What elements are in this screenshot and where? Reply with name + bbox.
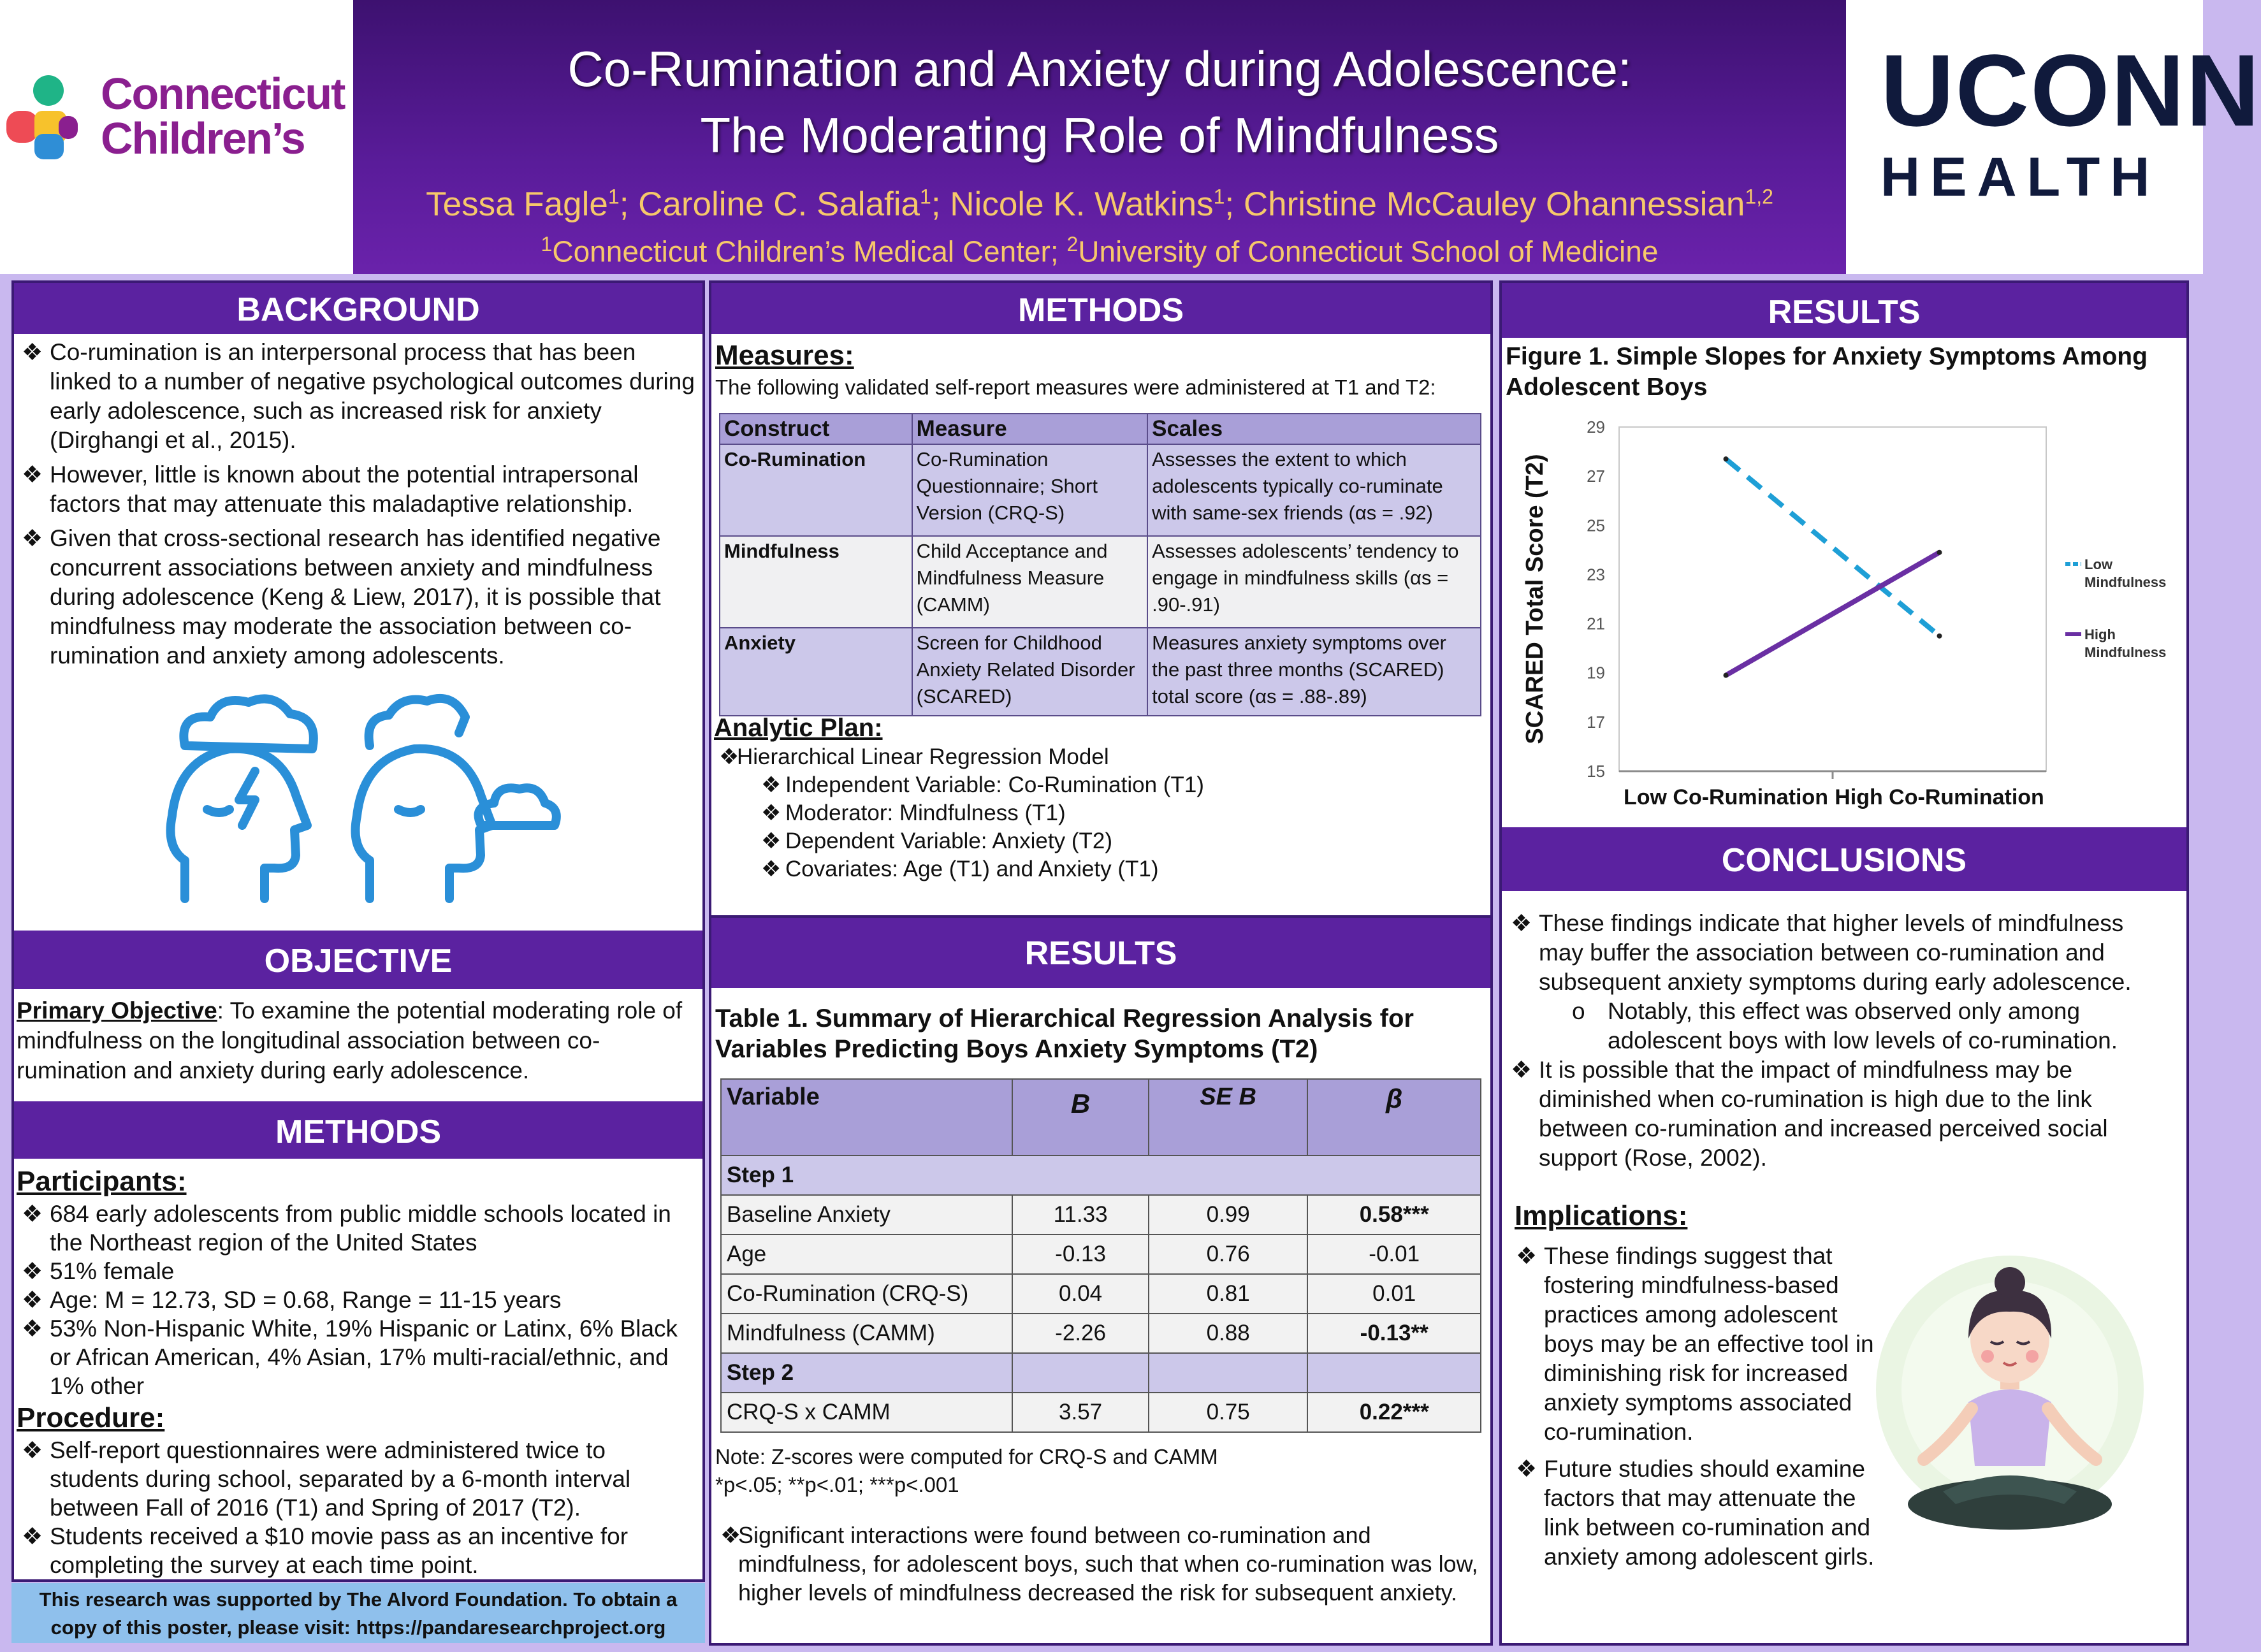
background-bullet: ❖ Co-rumination is an interpersonal process that has been linked to a number of negative psychological outcomes during early adolescence, such as increased risk for anxiety (Dirghangi et al., 2015). [17, 338, 699, 455]
conclusions-content [1506, 909, 2162, 1173]
author-name: Nicole K. Watkins [950, 185, 1214, 223]
row-variable: Mindfulness (CAMM) [721, 1314, 1012, 1353]
results-summary [715, 1521, 1480, 1612]
author-sup: 1,2 [1745, 185, 1773, 208]
col-header-se-b: SE B [1149, 1079, 1308, 1156]
conclusion-sub: o Notably, this effect was observed only among adolescent boys with low levels of co-rumination. [1506, 997, 2162, 1055]
analytic-plan-main: ❖ Hierarchical Linear Regression Model [714, 743, 1485, 771]
table-header-cell: Scales [1147, 414, 1481, 444]
measures-row [720, 536, 1481, 628]
y-tick-label: 21 [1587, 614, 1605, 634]
y-tick-label: 25 [1587, 516, 1605, 535]
anxious-calm-heads-icon [159, 688, 567, 911]
table-cell: Assesses adolescents’ tendency to engage in mindfulness skills (αs = .90-.91) [1147, 536, 1481, 628]
row-b: 0.04 [1012, 1274, 1149, 1314]
title-line1: Co-Rumination and Anxiety during Adolescence: [567, 41, 1632, 97]
step-row [721, 1156, 1481, 1195]
author-name: Christine McCauley Ohannessian [1243, 185, 1745, 223]
measures-row [720, 628, 1481, 716]
author-list: Tessa Fagle$^1$; Caroline C. Salafia$^1$; Nicole K. Watkins$^1$; Christine McCauley Ohannessian$^{1,2}$ [426, 185, 1773, 223]
y-tick-label: 23 [1587, 565, 1605, 584]
author-name: Caroline C. Salafia [638, 185, 920, 223]
legend-label: Low [2084, 556, 2112, 572]
participants-heading: Participants: [17, 1166, 187, 1197]
table-cell: Screen for Childhood Anxiety Related Disorder (SCARED) [912, 628, 1147, 716]
affiliation-sup: 1 [541, 233, 553, 256]
table-cell: Measures anxiety symptoms over the past three months (SCARED) total score (αs = .88-.89) [1147, 628, 1481, 716]
y-tick-label: 27 [1587, 467, 1605, 486]
footer-line1: This research was supported by The Alvord Foundation. To obtain a [39, 1588, 678, 1611]
table-cell: Co-Rumination Questionnaire; Short Version (CRQ-S) [912, 444, 1147, 536]
row-b: 11.33 [1012, 1195, 1149, 1235]
series-point [1724, 456, 1729, 461]
participants-bullet: ❖ Age: M = 12.73, SD = 0.68, Range = 11-15 years [17, 1286, 699, 1314]
implications-heading: Implications: [1515, 1200, 1688, 1231]
implication-bullet: ❖ These findings suggest that fostering mindfulness-based practices among adolescent boys may be an effective tool in diminishing risk for increased anxiety symptoms associated co-rumination. [1511, 1242, 1887, 1447]
legend-label: Mindfulness [2084, 574, 2167, 590]
funding-footer [11, 1583, 705, 1643]
col-header-beta: β [1307, 1079, 1481, 1156]
row-se: 0.76 [1149, 1235, 1308, 1274]
objective-text: : To examine the potential moderating role of mindfulness on the longitudinal association between co-rumination and anxiety during early adolescence. [17, 997, 683, 1083]
table-row [721, 1274, 1481, 1314]
table-row [721, 1393, 1481, 1432]
background-bullet: ❖ Given that cross-sectional research has identified negative concurrent associations between anxiety and mindfulness during adolescence (Keng & Liew, 2017), it is possible that mindfulness may moderate the association between co-rumination and anxiety among adolescents. [17, 524, 699, 670]
regression-notes [715, 1443, 1480, 1499]
footer-line2: copy of this poster, please visit: https://pandaresearchproject.org [50, 1616, 666, 1639]
legend-label: Mindfulness [2084, 644, 2167, 660]
background-bullet: ❖ However, little is known about the potential intrapersonal factors that may attenuate this maladaptive relationship. [17, 460, 699, 519]
row-beta: -0.13** [1307, 1314, 1481, 1353]
conclusions-heading: CONCLUSIONS [1502, 827, 2186, 891]
logo-line1: Connecticut [101, 69, 345, 119]
y-axis-label: SCARED Total Score (T2) [1522, 454, 1548, 744]
objective-label: Primary Objective [17, 997, 217, 1024]
poster-header [353, 0, 1846, 274]
table-row [721, 1235, 1481, 1274]
series-point [1724, 673, 1729, 678]
row-beta: 0.01 [1307, 1274, 1481, 1314]
conclusion-bullet: ❖ These findings indicate that higher levels of mindfulness may buffer the association between co-rumination and subsequent anxiety symptoms during early adolescence. [1506, 909, 2162, 997]
measures-block [715, 338, 1487, 402]
y-tick-label: 15 [1587, 762, 1605, 781]
connecticut-childrens-logo-text [101, 71, 344, 161]
poster-title [353, 0, 1846, 168]
step-row [721, 1353, 1481, 1393]
results-right-heading: RESULTS [1502, 283, 2186, 338]
affiliation-sup: 2 [1066, 233, 1079, 256]
measures-intro: The following validated self-report measures were administered at T1 and T2: [715, 375, 1436, 399]
col-header-variable: Variable [721, 1079, 1012, 1156]
analytic-plan-block [714, 713, 1485, 883]
measures-table-header [720, 414, 1481, 444]
logo-line2: Children’s [101, 113, 305, 163]
author-sup: 1 [607, 185, 620, 208]
simple-slopes-chart [1504, 408, 2186, 816]
uconn-logo-line1: UCONN [1880, 33, 2261, 147]
col-header-b: B [1012, 1079, 1149, 1156]
connecticut-childrens-logo-icon [4, 71, 80, 167]
regression-table-title: Table 1. Summary of Hierarchical Regression Analysis for Variables Predicting Boys Anxiety Symptoms (T2) [715, 1004, 1414, 1063]
y-tick-label: 19 [1587, 663, 1605, 683]
y-tick-label: 29 [1587, 417, 1605, 437]
analytic-plan-sub: ❖ Dependent Variable: Anxiety (T2) [714, 827, 1485, 855]
implications-content [1511, 1242, 1887, 1572]
participants-bullet: ❖ 53% Non-Hispanic White, 19% Hispanic or Latinx, 6% Black or African American, 4% Asian, 17% multi-racial/ethnic, and 1% other [17, 1314, 699, 1400]
plot-area [1619, 427, 2046, 771]
significance-note: *p<.05; **p<.01; ***p<.001 [715, 1473, 959, 1496]
step1-label: Step 1 [721, 1156, 1481, 1195]
table-cell: Anxiety [720, 628, 912, 716]
table-cell: Assesses the extent to which adolescents typically co-ruminate with same-sex friends (αs = .92) [1147, 444, 1481, 536]
x-tick-label: High Co-Rumination [1835, 785, 2044, 809]
row-beta: 0.22*** [1307, 1393, 1481, 1432]
meditating-girl-illustration-icon [1873, 1236, 2147, 1549]
row-se: 0.81 [1149, 1274, 1308, 1314]
row-variable: Baseline Anxiety [721, 1195, 1012, 1235]
figure-title: Figure 1. Simple Slopes for Anxiety Symptoms Among Adolescent Boys [1506, 343, 2148, 401]
table-row [721, 1314, 1481, 1353]
procedure-bullet: ❖ Self-report questionnaires were administered twice to students during school, separated by a 6-month interval between Fall of 2016 (T1) and Spring of 2017 (T2). [17, 1436, 699, 1522]
table-cell: Child Acceptance and Mindfulness Measure (CAMM) [912, 536, 1147, 628]
x-tick-label: Low Co-Rumination [1623, 785, 1829, 809]
methods-mid-heading: METHODS [711, 283, 1490, 334]
results-summary-bullet: ❖ Significant interactions were found between co-rumination and mindfulness, for adolescent boys, such that when co-rumination was low, higher levels of mindfulness decreased the risk for subsequent anxiety. [715, 1521, 1480, 1607]
legend-label: High [2084, 627, 2116, 642]
author-name: Tessa Fagle [426, 185, 608, 223]
row-b: -2.26 [1012, 1314, 1149, 1353]
conclusion-bullet: ❖ It is possible that the impact of mindfulness may be diminished when co-rumination is high due to the link between co-rumination and increased perceived social support (Rose, 2002). [1506, 1055, 2162, 1173]
row-variable: Co-Rumination (CRQ-S) [721, 1274, 1012, 1314]
table-cell: Co-Rumination [720, 444, 912, 536]
title-line2: The Moderating Role of Mindfulness [700, 107, 1499, 163]
table-header-cell: Measure [912, 414, 1147, 444]
implication-bullet: ❖ Future studies should examine factors that may attenuate the link between co-rumination and anxiety among adolescent girls. [1511, 1454, 1887, 1572]
affiliation-name: Connecticut Children’s Medical Center; [552, 235, 1059, 268]
uconn-health-logo [1880, 33, 2261, 209]
author-sup: 1 [920, 185, 931, 208]
measures-table [719, 413, 1481, 716]
analytic-plan-sub: ❖ Moderator: Mindfulness (T1) [714, 799, 1485, 827]
measures-heading: Measures: [715, 340, 854, 371]
row-beta: 0.58*** [1307, 1195, 1481, 1235]
row-b: 3.57 [1012, 1393, 1149, 1432]
participants-bullet: ❖ 684 early adolescents from public middle schools located in the Northeast region of the United States [17, 1199, 699, 1257]
objective-heading: OBJECTIVE [14, 931, 702, 989]
row-b: -0.13 [1012, 1235, 1149, 1274]
series-point [1937, 550, 1942, 555]
objective-text-block [17, 996, 699, 1085]
affiliation-list [353, 233, 1846, 268]
affiliation-name: University of Connecticut School of Medicine [1078, 235, 1659, 268]
step2-label: Step 2 [721, 1353, 1012, 1393]
table-note: Note: Z-scores were computed for CRQ-S and CAMM [715, 1445, 1218, 1468]
row-variable: Age [721, 1235, 1012, 1274]
table-cell: Mindfulness [720, 536, 912, 628]
series-point [1937, 634, 1942, 639]
regression-header-row [721, 1079, 1481, 1156]
author-sup: 1 [1213, 185, 1225, 208]
row-se: 0.88 [1149, 1314, 1308, 1353]
table-row [721, 1195, 1481, 1235]
row-beta: -0.01 [1307, 1235, 1481, 1274]
row-se: 0.75 [1149, 1393, 1308, 1432]
measures-row [720, 444, 1481, 536]
analytic-plan-heading: Analytic Plan: [714, 714, 883, 742]
methods-left-content [17, 1164, 699, 1579]
table-header-cell: Construct [720, 414, 912, 444]
row-se: 0.99 [1149, 1195, 1308, 1235]
participants-bullet: ❖ 51% female [17, 1257, 699, 1286]
analytic-plan-sub: ❖ Covariates: Age (T1) and Anxiety (T1) [714, 855, 1485, 883]
regression-table [720, 1078, 1481, 1433]
analytic-plan-sub: ❖ Independent Variable: Co-Rumination (T1) [714, 771, 1485, 799]
uconn-logo-line2: HEALTH [1880, 147, 2160, 208]
methods-left-heading: METHODS [14, 1101, 702, 1159]
y-tick-label: 17 [1587, 712, 1605, 732]
background-heading: BACKGROUND [14, 283, 702, 334]
background-bullets [17, 338, 699, 676]
procedure-heading: Procedure: [17, 1402, 165, 1433]
procedure-bullet: ❖ Students received a $10 movie pass as an incentive for completing the survey at each time point. [17, 1522, 699, 1579]
results-mid-heading: RESULTS [711, 918, 1490, 988]
row-variable: CRQ-S x CAMM [721, 1393, 1012, 1432]
